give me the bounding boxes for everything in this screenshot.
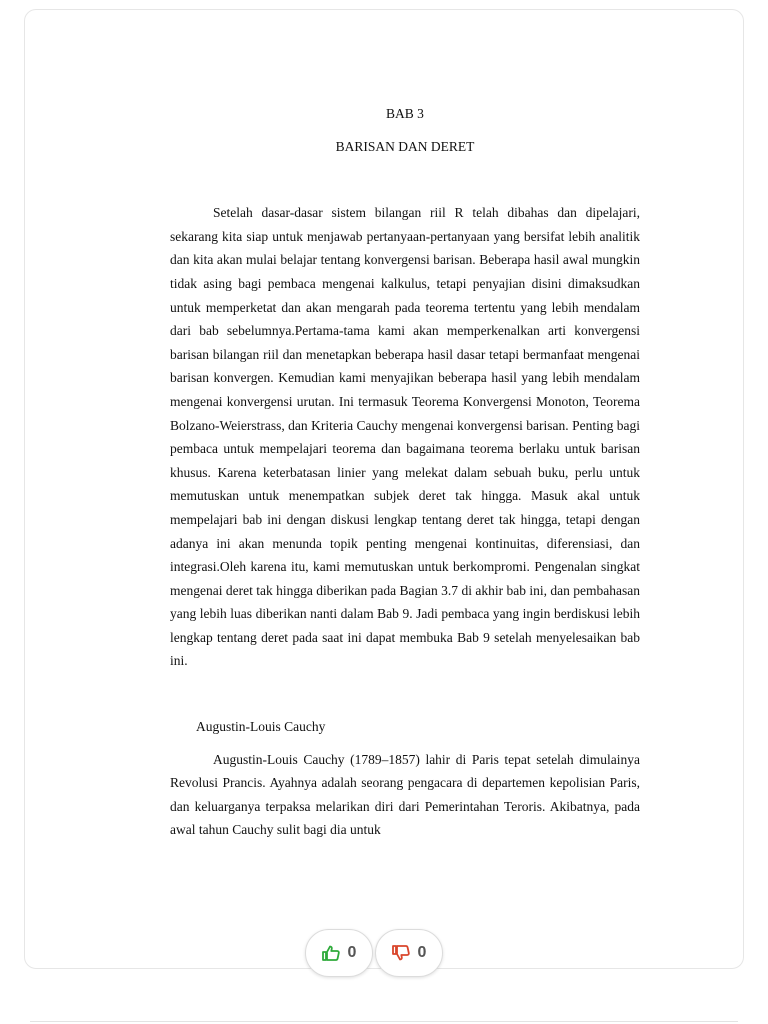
thumbs-down-icon — [392, 945, 410, 961]
dislike-button[interactable] — [375, 929, 443, 977]
chapter-heading: BAB 3 — [386, 106, 424, 121]
document-content — [170, 100, 640, 842]
cauchy-paragraph: Augustin-Louis Cauchy (1789–1857) lahir di Paris tepat setelah dimulainya Revolusi Prancis. Ayahnya adalah seorang pengacara di departemen kepolisian Paris, dan keluarganya terpaksa melarikan diri dari Pemerintahan Teroris. Akibatnya, pada awal tahun Cauchy sulit bagi dia untuk — [170, 751, 640, 838]
chapter-title: BARISAN DAN DERET — [335, 138, 475, 154]
thumbs-up-icon — [322, 945, 340, 961]
like-button[interactable] — [305, 929, 373, 977]
like-count: 0 — [347, 944, 357, 961]
intro-paragraph: Setelah dasar-dasar sistem bilangan riil R telah dibahas dan dipelajari, sekarang kita siap untuk menjawab pertanyaan-pertanyaan yang bersifat lebih analitik dan kita akan mulai belajar tentang konvergensi barisan. Beberapa hasil awal mungkin tidak asing bagi pembaca mengenai kalkulus, tetapi penyajian disini dimaksudkan untuk memperketat dan akan mengarah pada teorema tertentu yang lebih mendalam dari bab sebelumnya.Pertama-tama kami akan memperkenalkan arti konvergensi barisan bilangan riil dan menetapkan beberapa hasil dasar tetapi bermanfaat mengenai barisan konvergen. Kemudian kami menyajikan beberapa hasil yang lebih mendalam mengenai konvergensi urutan. Ini termasuk Teorema Konvergensi Monoton, Teorema Bolzano-Weierstrass, dan Kriteria Cauchy mengenai konvergensi barisan. Penting bagi pembaca untuk mempelajari teorema dan bagaimana teorema berlaku untuk barisan khusus. Karena keterbatasan linier yang melekat dalam sebuah buku, perlu untuk memutuskan untuk menempatkan subjek deret tak hingga. Masuk akal untuk mempelajari bab ini dengan diskusi lengkap tentang deret tak hingga, tetapi dengan adanya ini akan menunda topik penting mengenai kontinuitas, diferensiasi, dan integrasi.Oleh karena itu, kami memutuskan untuk berkompromi. Pengenalan singkat mengenai deret tak hingga diberikan pada Bagian 3.7 di akhir bab ini, dan pembahasan yang lebih luas diberikan nanti dalam Bab 9. Jadi pembaca yang ingin berdiskusi lebih lengkap tentang deret pada saat ini dapat membuka Bab 9 setelah menyelesaikan bab ini. — [170, 205, 640, 669]
footer-divider — [30, 1021, 738, 1022]
section-title: Augustin-Louis Cauchy — [196, 719, 326, 735]
vote-bar — [305, 929, 443, 977]
dislike-count: 0 — [417, 944, 427, 961]
